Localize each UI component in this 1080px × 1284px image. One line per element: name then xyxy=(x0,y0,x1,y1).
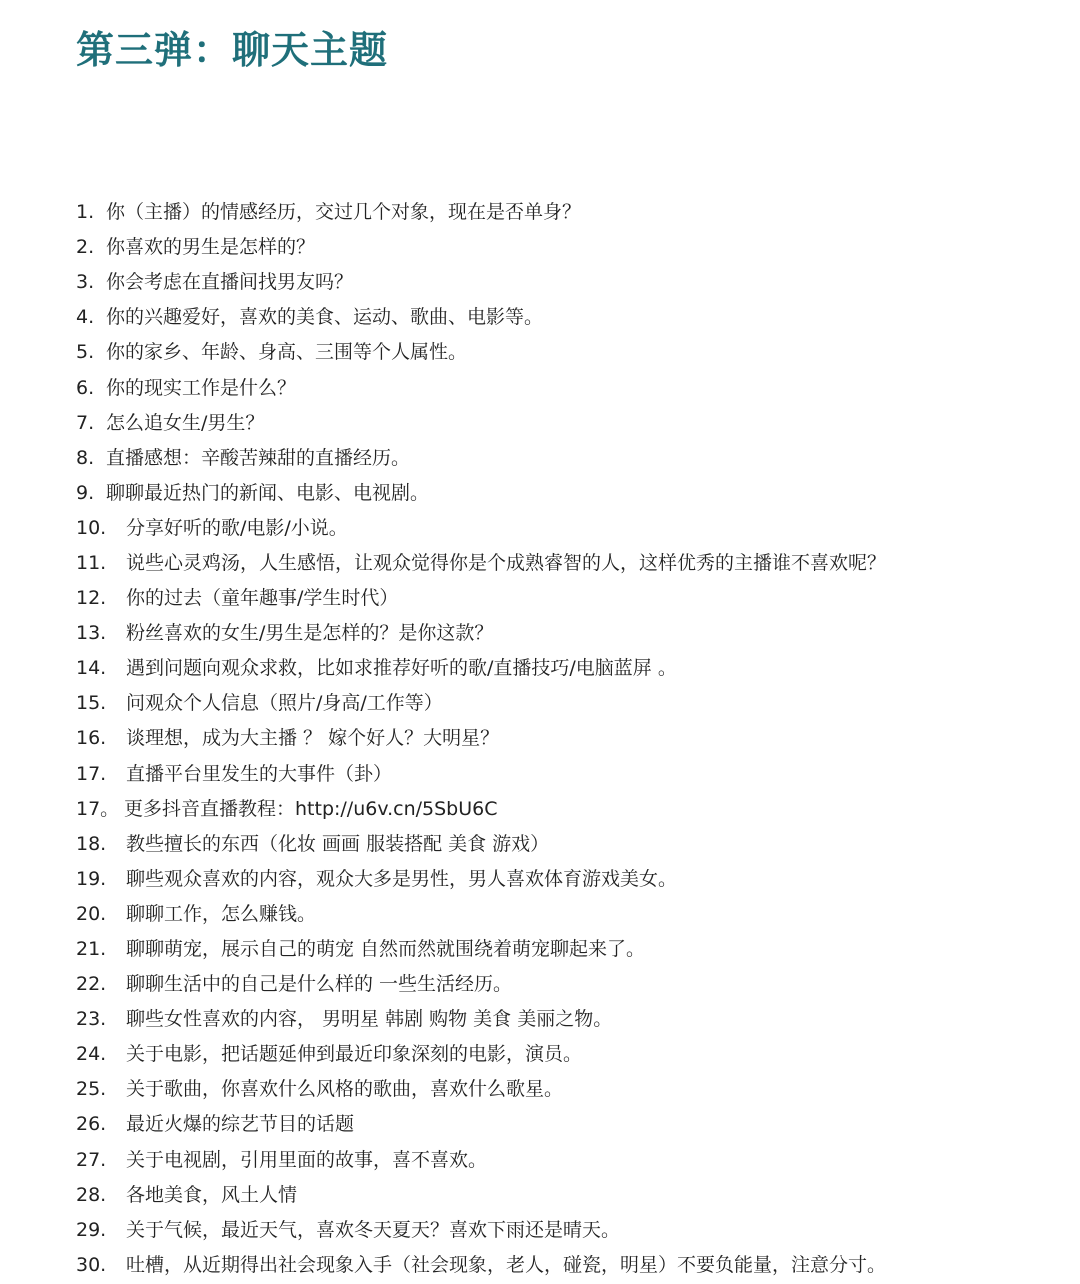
list-item xyxy=(76,1107,1066,1142)
list-item xyxy=(76,300,1066,335)
list-item xyxy=(76,1002,1066,1037)
item-number: 7. xyxy=(76,411,95,434)
page-title: 第三弹：聊天主题 xyxy=(76,28,389,72)
list-item xyxy=(76,546,1066,581)
list-item xyxy=(76,265,1066,300)
list-item xyxy=(76,897,1066,932)
item-text: 关于电视剧，引用里面的故事，喜不喜欢。 xyxy=(126,1148,488,1171)
item-number: 27. xyxy=(76,1148,107,1171)
item-number: 16. xyxy=(76,727,107,750)
list-item xyxy=(76,932,1066,967)
item-number: 28. xyxy=(76,1183,107,1206)
item-number: 18. xyxy=(76,832,107,855)
item-text: 说些心灵鸡汤，人生感悟，让观众觉得你是个成熟睿智的人，这样优秀的主播谁不喜欢呢？ xyxy=(126,551,887,574)
item-number: 12. xyxy=(76,587,107,610)
item-number: 19. xyxy=(76,867,107,890)
item-text: 更多抖音直播教程：http://u6v.cn/5SbU6C xyxy=(124,797,498,820)
item-number: 26. xyxy=(76,1113,107,1136)
list-item xyxy=(76,1072,1066,1107)
item-number: 9. xyxy=(76,481,95,504)
item-text: 聊聊最近热门的新闻、电影、电视剧。 xyxy=(106,481,430,504)
item-text: 问观众个人信息（照片/身高/工作等） xyxy=(126,692,443,715)
item-text: 你会考虑在直播间找男友吗？ xyxy=(106,271,354,294)
list-item xyxy=(76,686,1066,721)
list-item xyxy=(76,441,1066,476)
item-number: 24. xyxy=(76,1043,107,1066)
list-item xyxy=(76,827,1066,862)
item-text: 遇到问题向观众求救，比如求推荐好听的歌/直播技巧/电脑蓝屏 。 xyxy=(126,657,677,680)
item-text: 聊些观众喜欢的内容，观众大多是男性，男人喜欢体育游戏美女。 xyxy=(126,867,678,890)
item-number: 11. xyxy=(76,551,107,574)
item-number: 29. xyxy=(76,1218,107,1241)
item-number: 20. xyxy=(76,902,107,925)
list-item xyxy=(76,335,1066,370)
item-text: 直播感想：辛酸苦辣甜的直播经历。 xyxy=(106,446,411,469)
item-number: 21. xyxy=(76,938,107,961)
item-text: 聊些女性喜欢的内容， 男明星 韩剧 购物 美食 美丽之物。 xyxy=(126,1008,613,1031)
list-item xyxy=(76,651,1066,686)
item-number: 5. xyxy=(76,341,95,364)
item-text: 粉丝喜欢的女生/男生是怎样的？是你这款？ xyxy=(126,622,494,645)
item-number: 6. xyxy=(76,376,95,399)
item-number: 2. xyxy=(76,236,95,259)
list-item xyxy=(76,476,1066,511)
item-text: 最近火爆的综艺节目的话题 xyxy=(126,1113,355,1136)
item-text: 你（主播）的情感经历，交过几个对象，现在是否单身？ xyxy=(106,201,582,224)
item-text: 关于歌曲，你喜欢什么风格的歌曲，喜欢什么歌星。 xyxy=(126,1078,564,1101)
item-text: 谈理想，成为大主播 ？ 嫁个好人？大明星？ xyxy=(126,727,500,750)
list-item xyxy=(76,1248,1066,1283)
item-text: 分享好听的歌/电影/小说。 xyxy=(126,516,348,539)
item-number: 4. xyxy=(76,306,95,329)
item-number: 17. xyxy=(76,762,107,785)
item-text: 关于气候，最近天气，喜欢冬天夏天？喜欢下雨还是晴天。 xyxy=(126,1218,621,1241)
item-text: 你喜欢的男生是怎样的？ xyxy=(106,236,316,259)
item-number: 3. xyxy=(76,271,95,294)
item-number: 1. xyxy=(76,201,95,224)
list-item xyxy=(76,370,1066,405)
item-number: 22. xyxy=(76,973,107,996)
list-item xyxy=(76,581,1066,616)
list-item xyxy=(76,757,1066,792)
topic-list xyxy=(76,195,1066,1283)
item-number: 14. xyxy=(76,657,107,680)
list-item xyxy=(76,230,1066,265)
item-number: 30. xyxy=(76,1253,107,1276)
item-text: 怎么追女生/男生？ xyxy=(106,411,265,434)
item-text: 各地美食，风土人情 xyxy=(126,1183,298,1206)
list-item xyxy=(76,967,1066,1002)
item-text: 聊聊工作，怎么赚钱。 xyxy=(126,902,317,925)
item-number: 8. xyxy=(76,446,95,469)
list-item xyxy=(76,862,1066,897)
item-number: 23. xyxy=(76,1008,107,1031)
item-text: 聊聊萌宠，展示自己的萌宠 自然而然就围绕着萌宠聊起来了。 xyxy=(126,938,646,961)
list-item xyxy=(76,721,1066,756)
item-text: 关于电影，把话题延伸到最近印象深刻的电影，演员。 xyxy=(126,1043,583,1066)
item-number: 13. xyxy=(76,622,107,645)
item-text: 直播平台里发生的大事件（卦） xyxy=(126,762,393,785)
item-text: 你的家乡、年龄、身高、三围等个人属性。 xyxy=(106,341,468,364)
item-text: 聊聊生活中的自己是什么样的 一些生活经历。 xyxy=(126,973,513,996)
list-item xyxy=(76,1178,1066,1213)
item-text: 你的兴趣爱好，喜欢的美食、运动、歌曲、电影等。 xyxy=(106,306,544,329)
item-text: 你的过去（童年趣事/学生时代） xyxy=(126,587,399,610)
list-item xyxy=(76,1037,1066,1072)
list-item xyxy=(76,1143,1066,1178)
item-text: 你的现实工作是什么？ xyxy=(106,376,297,399)
list-item xyxy=(76,616,1066,651)
list-item xyxy=(76,1213,1066,1248)
list-item xyxy=(76,406,1066,441)
item-number: 10. xyxy=(76,516,107,539)
list-item xyxy=(76,195,1066,230)
item-number: 15. xyxy=(76,692,107,715)
list-item xyxy=(76,792,1066,827)
item-text: 教些擅长的东西（化妆 画画 服装搭配 美食 游戏） xyxy=(126,832,550,855)
item-text: 吐槽，从近期得出社会现象入手（社会现象，老人，碰瓷，明星）不要负能量，注意分寸。 xyxy=(126,1253,887,1276)
list-item xyxy=(76,511,1066,546)
item-number: 17。 xyxy=(76,797,120,820)
item-number: 25. xyxy=(76,1078,107,1101)
